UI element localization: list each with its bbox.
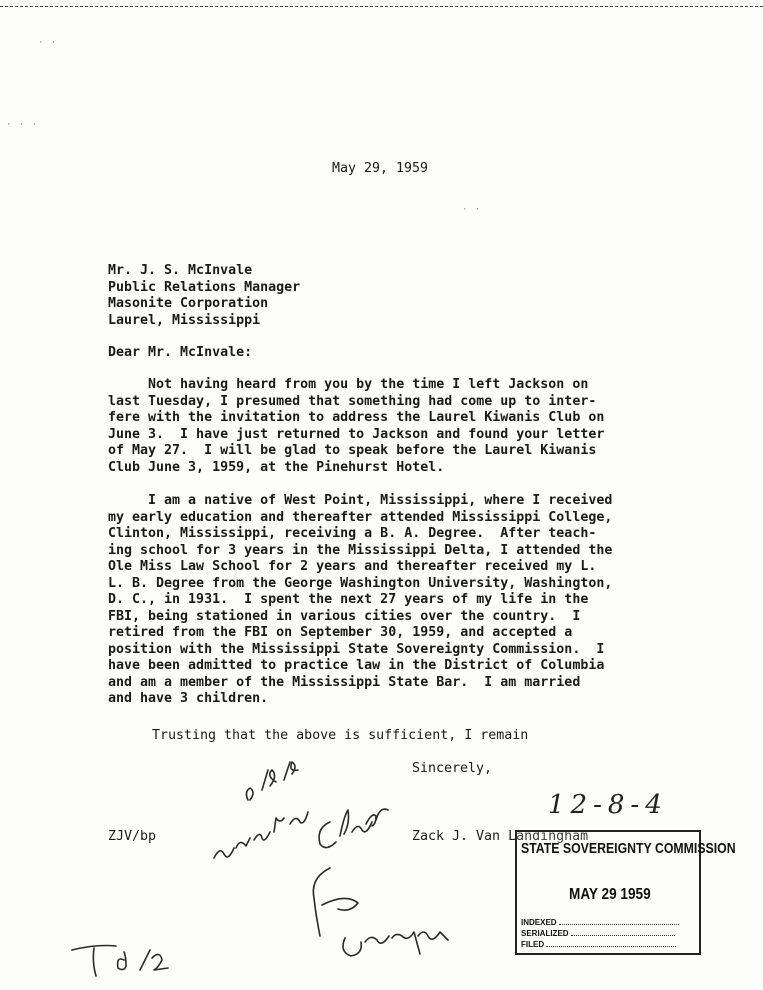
salutation: Dear Mr. McInvale: <box>108 345 253 360</box>
text-line: ing school for 3 years in the Mississippi Delta, I attended the <box>108 542 613 558</box>
signer-name: Zack J. Van Landingham <box>412 829 589 844</box>
text-line: Clinton, Mississippi, receiving a B. A. Degree. After teach- <box>108 526 597 541</box>
text-line: FBI, being stationed in various cities over the country. I <box>108 608 581 624</box>
top-rule <box>0 6 763 7</box>
handwriting-t-note <box>72 946 168 977</box>
text-line: Not having heard from you by the time I left Jackson on <box>108 377 589 392</box>
signature-scribble <box>313 868 448 956</box>
text-line: of May 27. I will be glad to speak before the Laurel Kiwanis <box>108 443 597 458</box>
paragraph-2 <box>108 493 612 708</box>
text-line: June 3. I have just returned to Jackson and found your letter <box>108 426 605 442</box>
received-stamp <box>515 830 736 955</box>
scan-speck: · · <box>38 38 58 48</box>
text-line: fere with the invitation to address the Laurel Kiwanis Club on <box>108 410 605 425</box>
address-line: Mr. J. S. McInvale <box>108 263 253 278</box>
closing-line: Trusting that the above is sufficient, I remain <box>152 728 529 743</box>
address-line: Masonite Corporation <box>108 296 269 311</box>
scan-speck: · · · <box>6 120 39 130</box>
text-line: retired from the FBI on September 30, 1959, and accepted a <box>108 625 573 640</box>
handwriting-clerk <box>319 809 388 847</box>
stamp-heading: STATE SOVEREIGNTY COMMISSION <box>521 840 736 857</box>
complimentary-close: Sincerely, <box>412 761 493 776</box>
text-line: I am a native of West Point, Mississippi, where I received <box>108 493 613 508</box>
text-line: have been admitted to practice law in the District of Columbia <box>108 658 605 673</box>
file-number: 12-8-4 <box>548 790 668 820</box>
stamp-filed-line: FILED <box>521 940 676 949</box>
stamp-indexed-line: INDEXED <box>521 918 679 927</box>
stamp-date: MAY 29 1959 <box>569 886 651 903</box>
text-line: last Tuesday, I presumed that something had come up to inter- <box>108 393 597 409</box>
paragraph-1 <box>108 377 604 476</box>
text-line: my early education and thereafter attended Mississippi College, <box>108 509 613 525</box>
letter-date: May 29, 1959 <box>332 161 429 176</box>
scan-speck: · · <box>462 205 482 215</box>
typist-initials: ZJV/bp <box>108 829 157 844</box>
text-line: Club June 3, 1959, at the Pinehurst Hotel. <box>108 459 445 475</box>
recipient-address <box>108 263 300 329</box>
text-line: D. C., in 1931. I spent the next 27 years of my life in the <box>108 592 589 607</box>
text-line: position with the Mississippi State Sovereignty Commission. I <box>108 641 605 657</box>
address-line: Laurel, Mississippi <box>108 312 261 328</box>
text-line: Ole Miss Law School for 2 years and thereafter received my L. <box>108 559 597 574</box>
address-line: Public Relations Manager <box>108 279 301 295</box>
text-line: and have 3 children. <box>108 691 269 706</box>
handwriting-speech-note <box>214 812 308 858</box>
text-line: and am a member of the Mississippi State Bar. I am married <box>108 674 581 690</box>
text-line: L. B. Degree from the George Washington University, Washington, <box>108 575 613 591</box>
stamp-serialized-line: SERIALIZED <box>521 929 675 938</box>
handwriting-date-note <box>246 762 298 800</box>
